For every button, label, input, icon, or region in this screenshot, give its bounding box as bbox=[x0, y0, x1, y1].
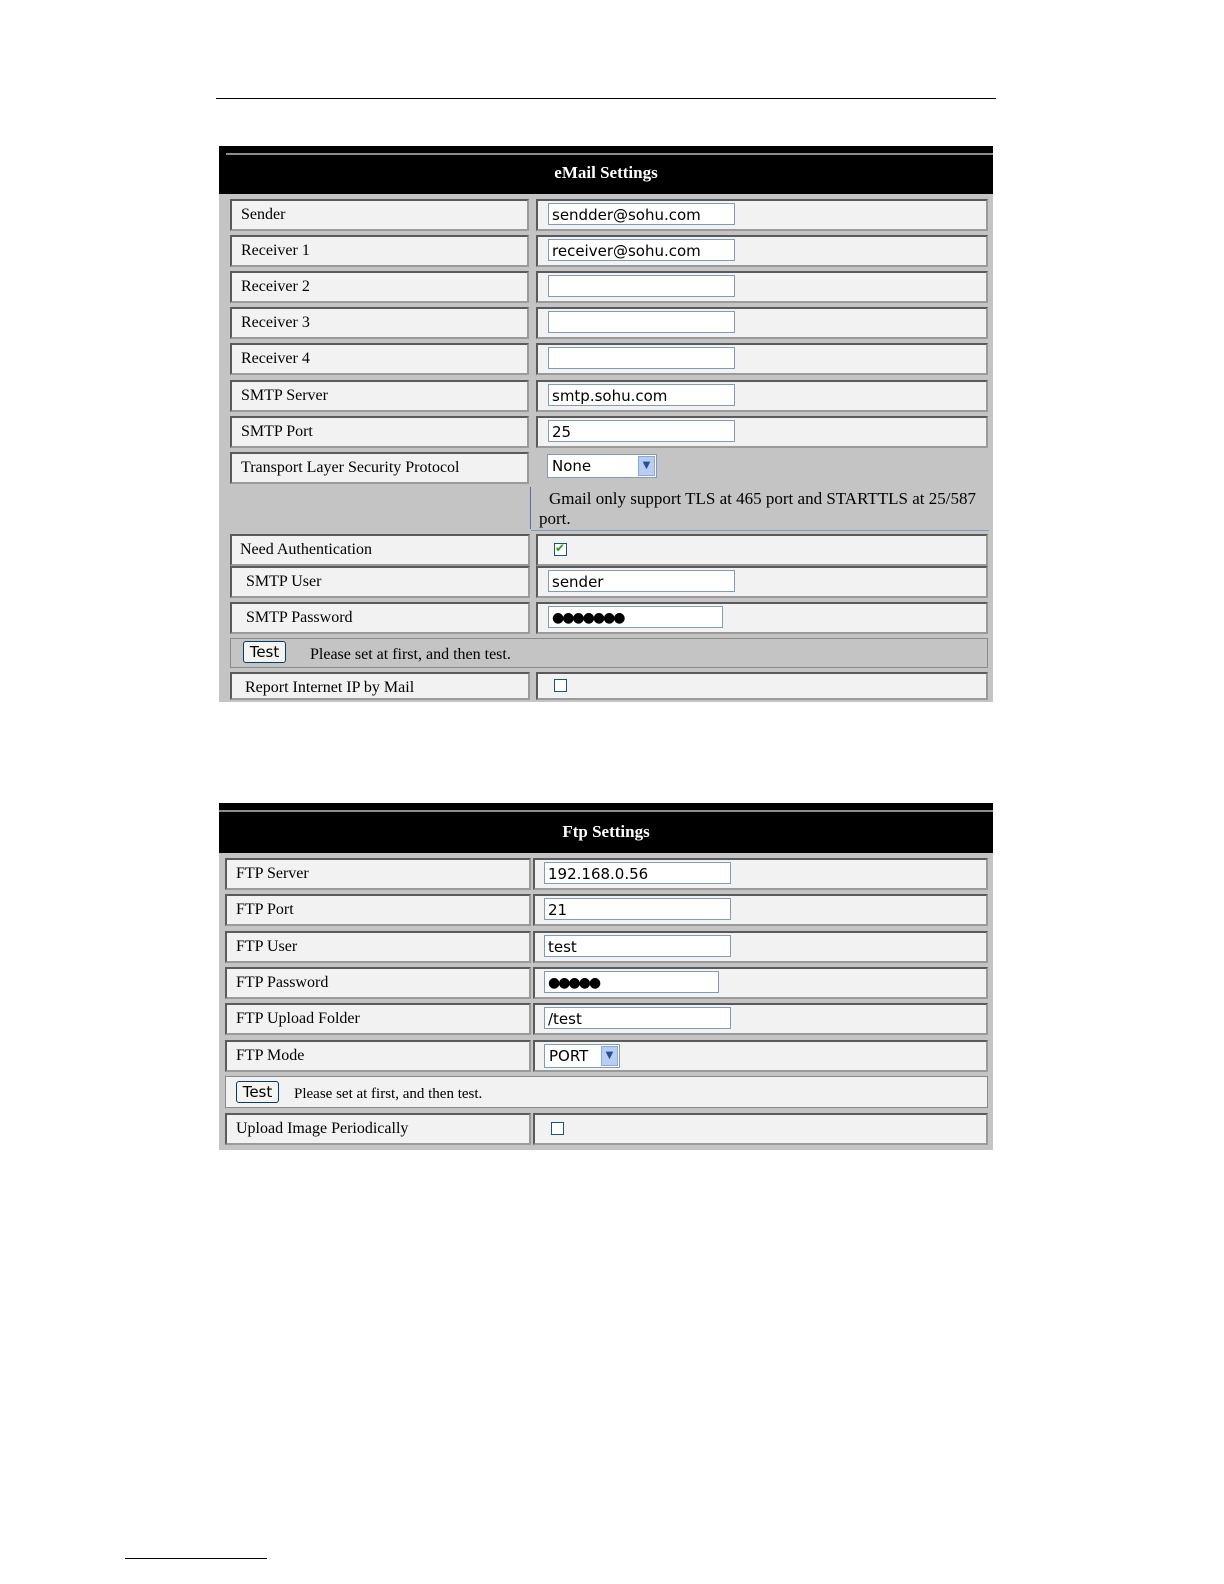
need-auth-value-cell bbox=[536, 534, 988, 566]
receiver1-input[interactable]: receiver@sohu.com bbox=[548, 239, 735, 261]
tls-note-left-cell bbox=[230, 485, 530, 531]
ftp-port-input[interactable]: 21 bbox=[544, 898, 731, 920]
upload-periodically-checkbox[interactable] bbox=[551, 1122, 564, 1135]
receiver1-value-cell bbox=[536, 235, 988, 267]
ftp-user-value-cell bbox=[533, 931, 988, 963]
ftp-mode-label: FTP Mode bbox=[225, 1040, 531, 1072]
sender-label: Sender bbox=[230, 199, 529, 231]
receiver3-value-cell bbox=[536, 307, 988, 339]
need-auth-checkbox[interactable] bbox=[554, 543, 567, 556]
tls-note-text: Gmail only support TLS at 465 port and STARTTLS at 25/587 port. bbox=[539, 489, 977, 528]
receiver2-value-cell bbox=[536, 271, 988, 303]
ftp-server-value-cell bbox=[533, 858, 988, 890]
bottom-rule bbox=[125, 1558, 267, 1559]
sender-value-cell bbox=[536, 199, 988, 231]
top-rule bbox=[216, 98, 996, 99]
receiver4-label: Receiver 4 bbox=[230, 343, 529, 375]
ftp-user-input[interactable]: test bbox=[544, 935, 731, 957]
ftp-password-input[interactable]: ●●●●● bbox=[544, 971, 719, 993]
receiver2-row bbox=[219, 271, 993, 303]
ftp-mode-value-cell bbox=[533, 1040, 988, 1072]
ftp-settings-panel bbox=[219, 803, 993, 1150]
upload-periodically-value-cell bbox=[533, 1113, 988, 1145]
ftp-folder-label: FTP Upload Folder bbox=[225, 1003, 531, 1035]
ftp-password-row bbox=[219, 967, 993, 999]
receiver4-input[interactable] bbox=[548, 347, 735, 369]
smtp-user-row bbox=[219, 566, 993, 598]
ftp-settings-header bbox=[219, 803, 993, 853]
smtp-port-row bbox=[219, 416, 993, 448]
ftp-mode-row bbox=[219, 1040, 993, 1072]
report-ip-value-cell bbox=[536, 672, 988, 700]
ftp-password-value-cell bbox=[533, 967, 988, 999]
chevron-down-icon[interactable]: ▼ bbox=[638, 456, 655, 476]
need-auth-label: Need Authentication bbox=[230, 534, 530, 566]
smtp-server-value-cell bbox=[536, 380, 988, 412]
email-settings-panel bbox=[219, 146, 993, 702]
smtp-password-label: SMTP Password bbox=[230, 602, 530, 634]
tls-select[interactable] bbox=[547, 454, 657, 478]
ftp-test-row bbox=[225, 1076, 988, 1108]
receiver1-label: Receiver 1 bbox=[230, 235, 529, 267]
ftp-settings-title: Ftp Settings bbox=[562, 822, 650, 841]
smtp-password-value-cell bbox=[536, 602, 988, 634]
sender-input[interactable]: sendder@sohu.com bbox=[548, 203, 735, 225]
smtp-port-input[interactable]: 25 bbox=[548, 420, 735, 442]
ftp-port-label: FTP Port bbox=[225, 894, 531, 926]
ftp-test-message: Please set at first, and then test. bbox=[294, 1086, 483, 1102]
ftp-folder-row bbox=[219, 1003, 993, 1035]
need-auth-row bbox=[219, 534, 993, 566]
smtp-port-label: SMTP Port bbox=[230, 416, 529, 448]
receiver3-label: Receiver 3 bbox=[230, 307, 529, 339]
tls-row bbox=[219, 452, 993, 484]
email-test-message: Please set at first, and then test. bbox=[310, 646, 511, 663]
receiver2-label: Receiver 2 bbox=[230, 271, 529, 303]
ftp-server-row bbox=[219, 858, 993, 890]
receiver1-row bbox=[219, 235, 993, 267]
receiver2-input[interactable] bbox=[548, 275, 735, 297]
tls-note-row bbox=[230, 485, 989, 531]
email-test-button[interactable]: Test bbox=[243, 641, 286, 663]
tls-selected-value: None bbox=[552, 457, 592, 475]
ftp-folder-input[interactable]: /test bbox=[544, 1007, 731, 1029]
ftp-mode-selected-value: PORT bbox=[549, 1047, 589, 1065]
receiver3-row bbox=[219, 307, 993, 339]
ftp-user-label: FTP User bbox=[225, 931, 531, 963]
smtp-server-row bbox=[219, 380, 993, 412]
ftp-test-button[interactable]: Test bbox=[236, 1081, 279, 1103]
receiver4-row bbox=[219, 343, 993, 375]
report-ip-label: Report Internet IP by Mail bbox=[230, 672, 530, 700]
smtp-password-input[interactable]: ●●●●●●● bbox=[548, 606, 723, 628]
report-ip-row bbox=[219, 672, 993, 704]
email-settings-title: eMail Settings bbox=[554, 163, 658, 182]
ftp-server-label: FTP Server bbox=[225, 858, 531, 890]
report-ip-checkbox[interactable] bbox=[554, 679, 567, 692]
email-settings-header bbox=[219, 146, 993, 194]
smtp-user-label: SMTP User bbox=[230, 566, 530, 598]
ftp-server-input[interactable]: 192.168.0.56 bbox=[544, 862, 731, 884]
sender-row bbox=[219, 199, 993, 231]
tls-note-cell bbox=[531, 485, 989, 531]
tls-label: Transport Layer Security Protocol bbox=[230, 452, 529, 484]
smtp-port-value-cell bbox=[536, 416, 988, 448]
smtp-password-row bbox=[219, 602, 993, 634]
ftp-port-row bbox=[219, 894, 993, 926]
chevron-down-icon[interactable]: ▼ bbox=[601, 1046, 618, 1066]
ftp-folder-value-cell bbox=[533, 1003, 988, 1035]
smtp-server-input[interactable]: smtp.sohu.com bbox=[548, 384, 735, 406]
ftp-user-row bbox=[219, 931, 993, 963]
smtp-user-value-cell bbox=[536, 566, 988, 598]
ftp-password-label: FTP Password bbox=[225, 967, 531, 999]
email-test-row bbox=[230, 638, 988, 668]
ftp-mode-select[interactable] bbox=[544, 1044, 620, 1068]
receiver4-value-cell bbox=[536, 343, 988, 375]
receiver3-input[interactable] bbox=[548, 311, 735, 333]
ftp-port-value-cell bbox=[533, 894, 988, 926]
smtp-server-label: SMTP Server bbox=[230, 380, 529, 412]
smtp-user-input[interactable]: sender bbox=[548, 570, 735, 592]
upload-periodically-row bbox=[219, 1113, 993, 1145]
upload-periodically-label: Upload Image Periodically bbox=[225, 1113, 531, 1145]
